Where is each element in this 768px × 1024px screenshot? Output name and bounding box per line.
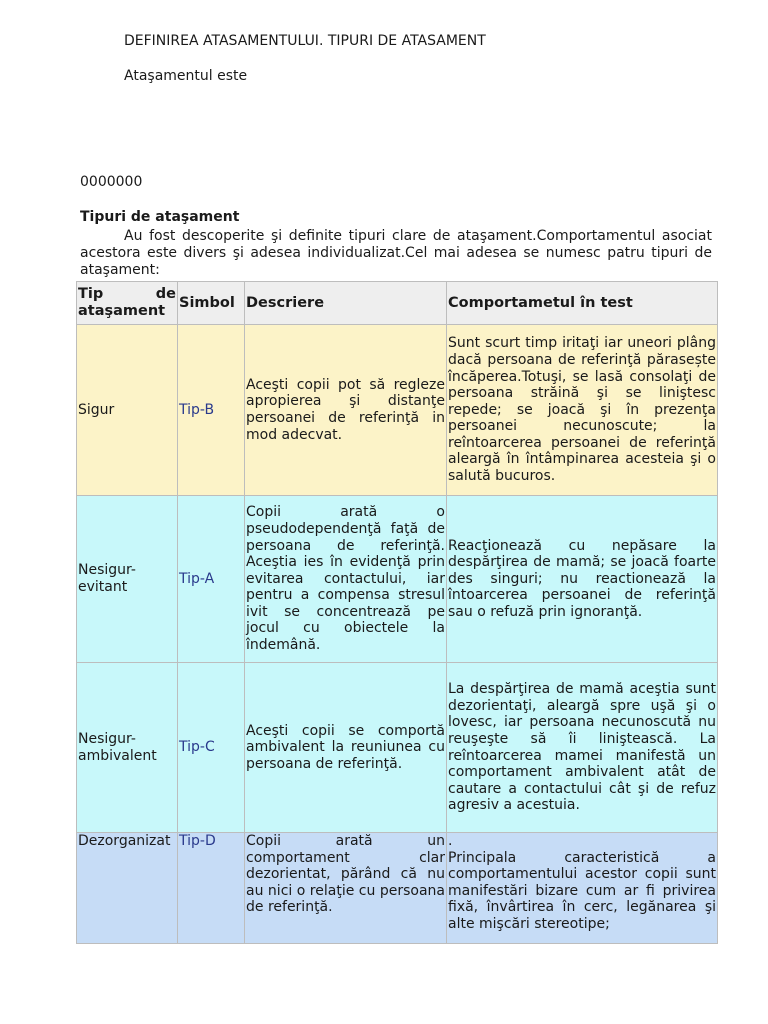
cell-descriere: Copii arată un comportament clar dezorientat, părând că nu au nici o relaţie cu persoana de referinţă. <box>245 833 447 944</box>
intro-text: Ataşamentul este <box>124 68 248 84</box>
table-header-row <box>77 282 718 325</box>
comportament-dot: . <box>448 833 453 849</box>
cell-descriere: Aceşti copii pot să regleze apropierea şi distanţe persoanei de referinţă in mod adecvat. <box>245 325 447 496</box>
cell-comportament: Reacţionează cu nepăsare la despărţirea de mamă; se joacă foarte des singuri; nu reactionează la întoarcerea persoanei de referinţă sau o refuză prin ignoranţă. <box>447 496 718 663</box>
cell-comportament: La despărţirea de mamă aceştia sunt dezorientaţi, aleargă spre uşă şi o lovesc, iar persoana necunoscută nu reuşeşte să îi liniştească. La reîntoarcerea mamei manifestă un comportament ambivalent atât de cautare a contactului cât şi de refuz agresiv a acestuia. <box>447 663 718 833</box>
cell-simbol: Tip-C <box>178 663 245 833</box>
cell-tip: Nesigur-ambivalent <box>77 663 178 833</box>
header-tip: Tip de ataşament <box>77 282 178 325</box>
table-row <box>77 663 718 833</box>
intro-paragraph-text: Au fost descoperite şi definite tipuri clare de ataşament.Comportamentul asociat acestora este divers şi adesea individualizat.Cel mai adesea se numesc patru tipuri de ataşament: <box>80 228 712 278</box>
table-row <box>77 833 718 944</box>
cell-descriere: Copii arată o pseudodependenţă faţă de persoana de referinţă. Aceştia ies în evidenţă prin evitarea contactului, iar pentru a compensa stresul ivit se concentrează pe jocul cu obiectele la îndemână. <box>245 496 447 663</box>
cell-tip: Dezorganizat <box>77 833 178 944</box>
cell-simbol: Tip-B <box>178 325 245 496</box>
attachment-types-table <box>76 281 718 944</box>
cell-simbol: Tip-D <box>178 833 245 944</box>
section-heading: Tipuri de ataşament <box>80 209 240 225</box>
comportament-text: Principala caracteristică a comportamentului acestor copii sunt manifestări bizare cum ar fi privirea fixă, învârtirea în cerc, legănarea şi alte mişcări stereotipe; <box>448 849 716 932</box>
header-simbol: Simbol <box>178 282 245 325</box>
cell-tip: Nesigur-evitant <box>77 496 178 663</box>
code-text: 0000000 <box>80 174 143 190</box>
document-title: DEFINIREA ATASAMENTULUI. TIPURI DE ATASAMENT <box>124 33 486 49</box>
cell-comportament: Sunt scurt timp iritaţi iar uneori plâng dacă persoana de referinţă părasește încăperea.Totuşi, se lasă consolaţi de persoana străină şi se liniştesc repede; se joacă şi în prezenţa persoanei necunoscute; la reîntoarcerea persoanei de referinţă aleargă în întâmpinarea acesteia şi o salută bucuros. <box>447 325 718 496</box>
header-descriere: Descriere <box>245 282 447 325</box>
table-row <box>77 325 718 496</box>
header-comportament: Comportametul în test <box>447 282 718 325</box>
cell-descriere: Aceşti copii se comportă ambivalent la reuniunea cu persoana de referinţă. <box>245 663 447 833</box>
table-row <box>77 496 718 663</box>
cell-comportament <box>447 833 718 944</box>
intro-paragraph <box>80 228 712 279</box>
cell-simbol: Tip-A <box>178 496 245 663</box>
cell-tip: Sigur <box>77 325 178 496</box>
